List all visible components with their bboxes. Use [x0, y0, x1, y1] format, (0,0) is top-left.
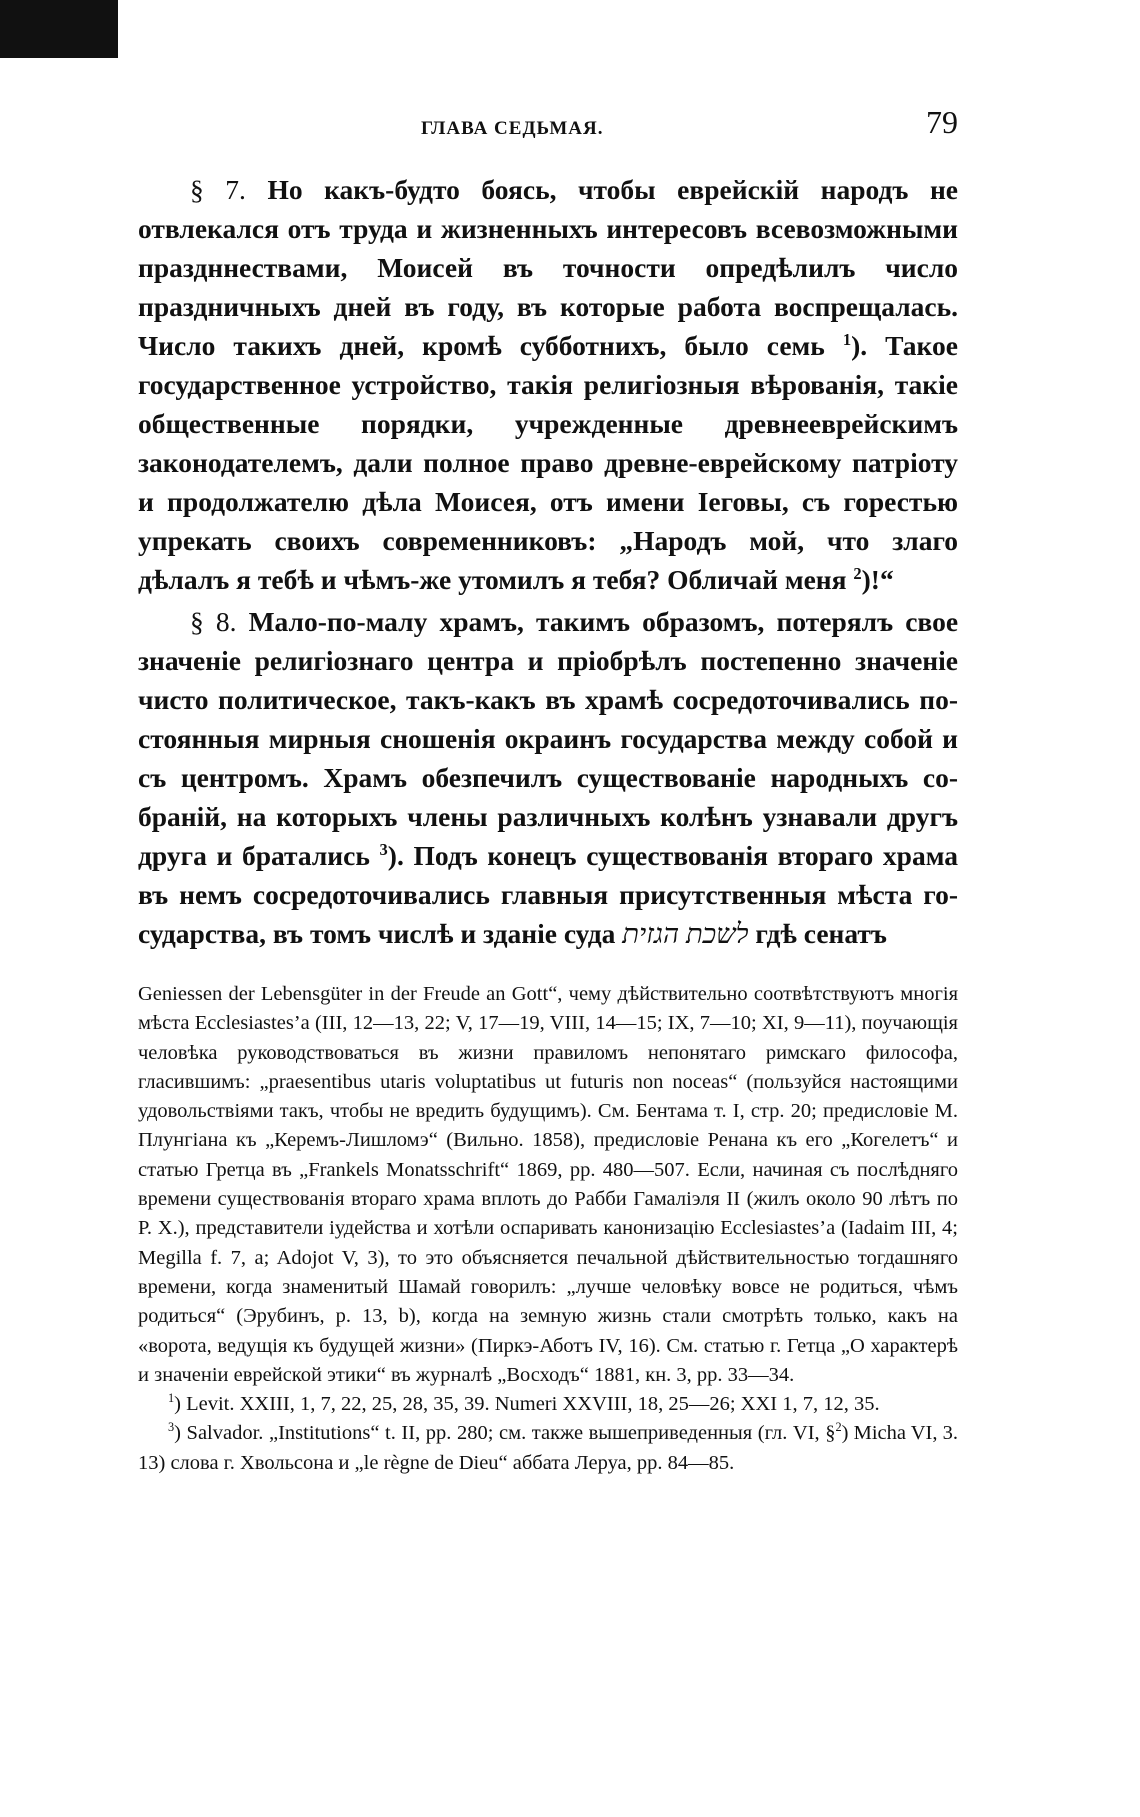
- paragraph-text: )!“: [861, 564, 894, 595]
- footnote-ref: 3: [379, 839, 388, 859]
- footnote-text: ) Levit. XXIII, 1, 7, 22, 25, 28, 35, 39. Numeri XXVIII, 18, 25—26; XXI 1, 7, 12, 35.: [174, 1393, 880, 1416]
- paragraph-text: Но какъ-будто боясь, чтобы еврейскій народъ не отвлекался отъ труда и жизненныхъ интересовъ всевозможными праздннествами, Моисей въ точности опредѣлилъ число праздничныхъ дней въ году, въ которые работа воспрещалась. Число такихъ дней, кромѣ субботнихъ, было семь: [138, 174, 959, 361]
- hebrew-term: לשכת הגזית: [622, 918, 749, 949]
- footnote-text: ) Salvador. „Institutions“ t. II, pp. 280; см. также вышеприведенныя (гл. VI, § 13) слова г. Хвольсона и „le règne de Dieu“ аббата Леруа, pp. 84—85.: [138, 1422, 836, 1474]
- paragraph-8: [138, 602, 958, 953]
- paragraph-text: Мало-по-малу храмъ, такимъ образомъ, потерялъ свое значеніе религіознаго центра и пріобрѣлъ постепенно значеніе чисто политическое, такъ-какъ въ храмѣ сосредоточивались постоянныя мирныя сношенія окраинъ государства между собой и съ центромъ. Храмъ обезпечилъ существованіе народныхъ собраній, на которыхъ члены различныхъ колѣнъ узнавали другъ друга и братались: [138, 606, 959, 871]
- footnotes: [138, 980, 958, 1478]
- section-number: § 7.: [190, 174, 246, 205]
- footnote-1: [138, 1390, 958, 1445]
- ink-blot: [0, 0, 118, 58]
- paragraph-7: [138, 170, 958, 599]
- footnote-2: [836, 1419, 959, 1448]
- footnote-mark: 1: [168, 1391, 175, 1406]
- footnote-continuation: Geniessen der Lebensgüter in der Freude an Gott“, чему дѣйствительно соотвѣтствуютъ многія мѣста Ecclesiastes’а (III, 12—13, 22; V, 17—19, VIII, 14—15; IX, 7—10; XI, 9—11), поучающія человѣка руководствоваться въ жизни правиломъ непонятаго римскаго философа, гласившимъ: „praesentibus utaris voluptatibus ut futuris non noceas“ (пользуйся настоящими удовольствіями такъ, чтобы не вредить будущимъ). См. Бентама т. I, стр. 20; предисловіе М. Плунгіана къ „Керемъ-Лишломэ“ (Вильно. 1858), предисловіе Ренана къ его „Когелетъ“ и статью Гретца въ „Frankels Monatsschrift“ 1869, pp. 480—507. Если, начиная съ послѣдняго времени существованія втораго храма вплоть до Рабби Гамаліэля II (жилъ около 90 лѣтъ по Р. Х.), представители іудейства и хотѣли оспаривать канонизацію Ecclesiastes’а (Iadaim III, 4; Megilla f. 7, a; Adojot V, 3), то это объясняется печальной дѣйствительностью тогдашняго времени, когда знаменитый Шамай говорилъ: „лучше человѣку вовсе не родиться, чѣмъ родиться“ (Эрубинъ, р. 13, b), когда на земную жизнь стали смотрѣть только, какъ на «ворота, ведущія къ будущей жизни» (Пиркэ-Аботъ IV, 16). См. статью г. Гетца „О характерѣ и значеніи еврейской этики“ въ журналѣ „Восходъ“ 1881, кн. 3, pp. 33—34.: [138, 983, 958, 1386]
- footnote-ref: 1: [842, 329, 852, 349]
- paragraph-text: гдѣ сенатъ: [755, 918, 887, 949]
- main-text: [138, 170, 958, 953]
- footnote-mark: 2: [835, 1420, 842, 1435]
- footnote-3: [138, 1419, 958, 1478]
- footnote-ref: 2: [853, 563, 862, 583]
- footnote-text: ) Micha VI, 3.: [841, 1422, 958, 1445]
- paragraph-text: ). Такое государственное устройство, такія религіозныя вѣрованія, такіе общественные порядки, учрежденные древнееврейскимъ законодателемъ, дали полное право древне-еврейскому патріоту и продолжателю дѣла Моисея, отъ имени Іеговы, съ горестью упрекать своихъ современниковъ: „Народъ мой, что злаго дѣлалъ я тебѣ и чѣмъ-же утомилъ я тебя? Обличай меня: [138, 330, 958, 595]
- section-number: § 8.: [190, 606, 237, 637]
- footnote-mark: 3: [168, 1420, 175, 1435]
- page-header: [138, 104, 958, 148]
- running-head: ГЛАВА СЕДЬМАЯ.: [421, 118, 604, 139]
- page-number: 79: [926, 104, 958, 140]
- paragraph-text: ). Подъ конецъ существованія втораго храма въ немъ сосредоточивались главныя присутственныя мѣста государства, въ томъ числѣ и зданіе суда: [138, 840, 958, 949]
